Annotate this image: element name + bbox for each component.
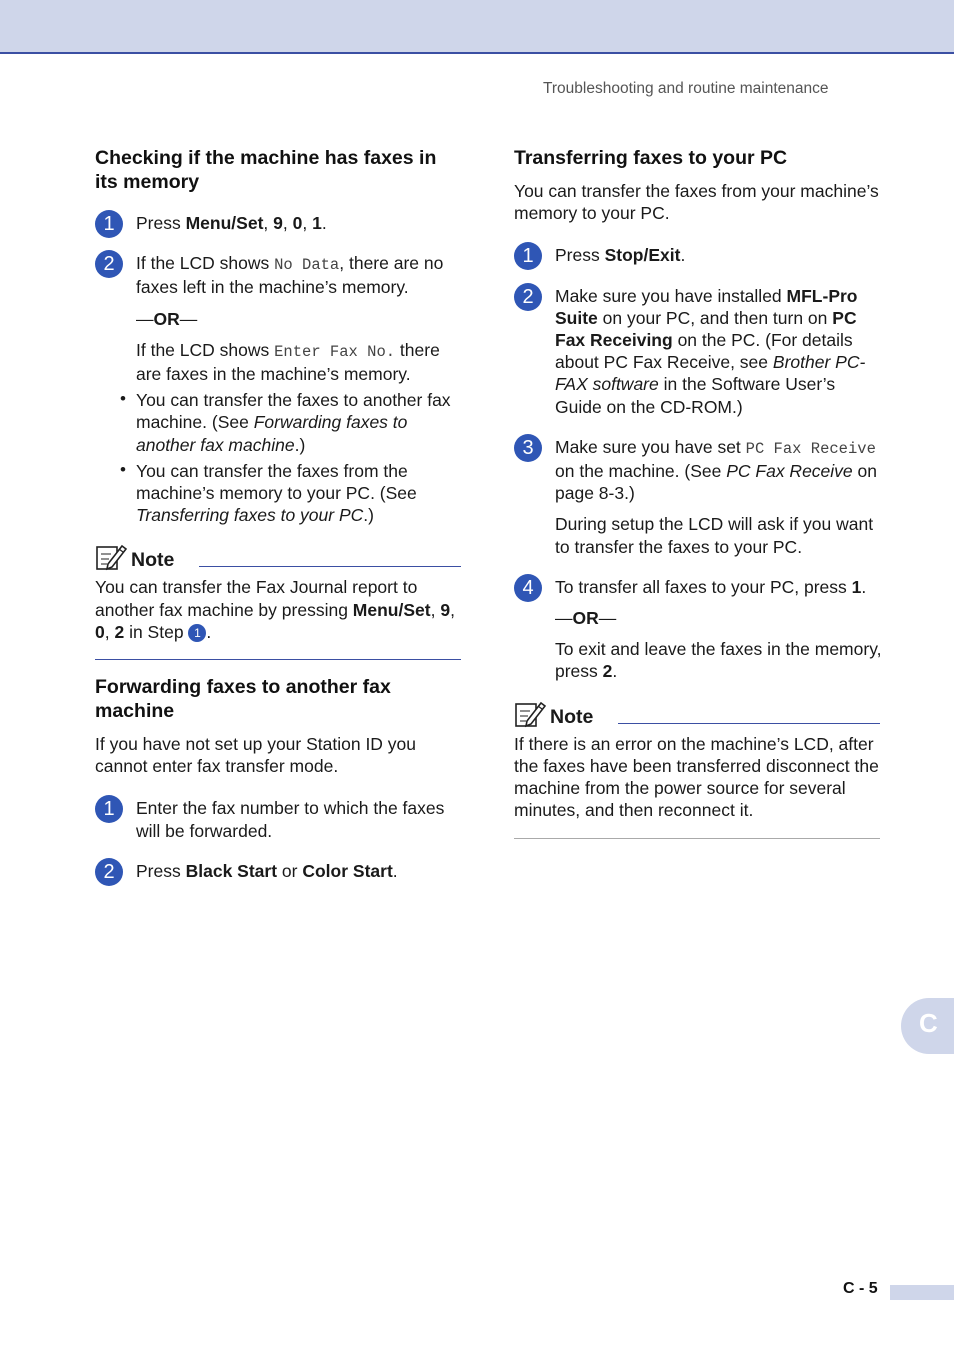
step-2-text: If the LCD shows No Data, there are no faxes left in the machine’s memory. (136, 253, 444, 298)
cross-reference: PC Fax Receive (726, 461, 853, 482)
note-rule (618, 723, 880, 724)
step-number-badge: 1 (95, 795, 123, 823)
bullet-item: • You can transfer the faxes from the machine’s memory to your PC. (See Transferring faxes to your PC.) (120, 459, 417, 526)
step-1-text: Press Menu/Set, 9, 0, 1. (136, 213, 327, 233)
cross-reference: Forwarding faxes to another fax machine (136, 412, 408, 455)
step-3-text: Make sure you have set PC Fax Receive on the machine. (See PC Fax Receive on page 8-3.) (555, 436, 877, 504)
left-column (95, 146, 463, 882)
step-4-text: To transfer all faxes to your PC, press 1. (555, 576, 867, 597)
or-separator: —OR— (555, 608, 617, 629)
note-pencil-icon (514, 699, 546, 729)
step-1-text: Press Stop/Exit. (555, 245, 686, 266)
or-separator: —OR— (136, 308, 198, 329)
step-1 (514, 244, 882, 266)
step-4 (514, 576, 882, 683)
note-text: You can transfer the Fax Journal report to another fax machine by pressing Menu/Set, 9, 0, 2 in Step 1 . (95, 577, 455, 642)
note-heading (95, 546, 461, 576)
step-1 (95, 212, 463, 234)
step-2-text: Make sure you have installed MFL-Pro Suite on your PC, and then turn on PC Fax Receiving on the PC. (For details about PC Fax Receive, see Brother PC-FAX software in the Software User’s Guide on the CD-ROM.) (555, 285, 866, 417)
step-3-extra: During setup the LCD will ask if you want to transfer the faxes to your PC. (555, 514, 874, 557)
forwarding-intro: If you have not set up your Station ID you cannot enter fax transfer mode. (95, 734, 417, 777)
step-number-badge: 2 (95, 858, 123, 886)
right-column (514, 146, 882, 839)
step-number-badge: 3 (514, 434, 542, 462)
step-4-alt-text: To exit and leave the faxes in the memory, press 2. (555, 639, 882, 682)
cross-reference: Brother PC-FAX software (555, 352, 866, 395)
note-end-rule (514, 838, 880, 839)
step-number-badge: 2 (514, 283, 542, 311)
step-2 (95, 252, 463, 385)
section-divider (95, 659, 461, 660)
step-number-badge: 1 (514, 242, 542, 270)
step-2-text: Press Black Start or Color Start. (136, 860, 398, 881)
section-title-transferring: Transferring faxes to your PC (514, 147, 788, 169)
step-2 (514, 285, 882, 418)
page-number: C - 5 (843, 1280, 878, 1297)
step-number-badge: 1 (95, 210, 123, 238)
step-2-alt-text: If the LCD shows Enter Fax No. there are faxes in the machine’s memory. (136, 339, 440, 385)
step-1 (95, 797, 463, 841)
lcd-message: PC Fax Receive (745, 439, 876, 458)
lcd-message: No Data (274, 256, 340, 275)
bullet-icon: • (120, 459, 126, 479)
running-header: Troubleshooting and routine maintenance (543, 80, 829, 97)
step-reference-badge: 1 (188, 624, 206, 642)
page-number-bar (890, 1285, 954, 1300)
note-rule (199, 566, 461, 567)
step-2 (95, 860, 463, 882)
section-title-forwarding: Forwarding faxes to another fax machine (95, 676, 391, 723)
bullet-item: • You can transfer the faxes to another fax machine. (See Forwarding faxes to another fax machine.) (120, 389, 451, 455)
chapter-tab-letter: C (919, 1008, 938, 1038)
note-label: Note (131, 549, 175, 572)
step-number-badge: 4 (514, 574, 542, 602)
step-number-badge: 2 (95, 250, 123, 278)
transferring-intro: You can transfer the faxes from your machine’s memory to your PC. (514, 181, 879, 224)
note-heading (514, 703, 880, 733)
note-label: Note (550, 705, 594, 728)
top-band (0, 0, 954, 54)
note-text: If there is an error on the machine’s LCD, after the faxes have been transferred disconnect the machine from the power source for several minutes, and then reconnect it. (514, 733, 879, 821)
note-pencil-icon (95, 542, 127, 572)
chapter-tab (901, 998, 954, 1054)
step-1-text: Enter the fax number to which the faxes will be forwarded. (136, 798, 445, 841)
cross-reference: Transferring faxes to your PC (136, 505, 364, 526)
lcd-message: Enter Fax No. (274, 342, 396, 361)
bullet-icon: • (120, 389, 126, 409)
step-3 (514, 436, 882, 558)
section-title-checking: Checking if the machine has faxes in its memory (95, 147, 437, 193)
